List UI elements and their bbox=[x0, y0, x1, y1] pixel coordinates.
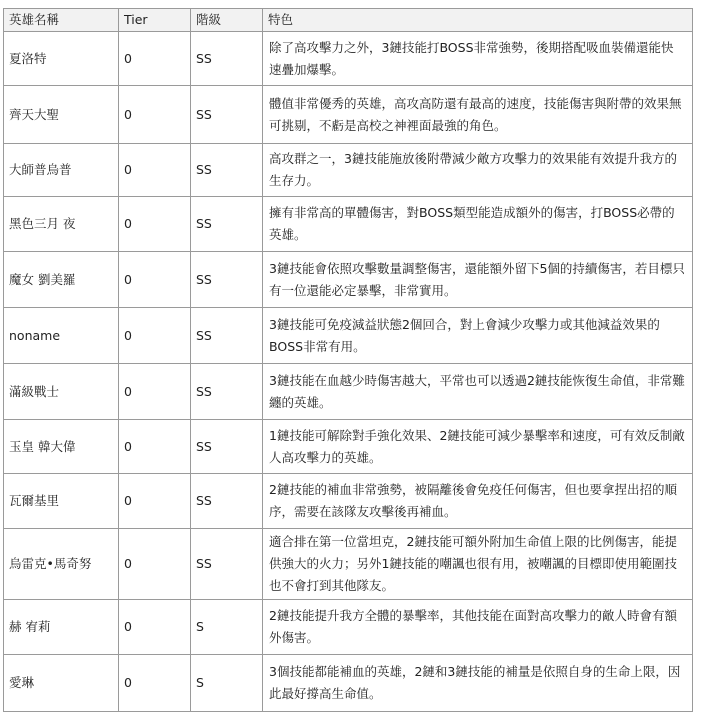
feature-cell: 3鏈技能可免疫減益狀態2個回合，對上會減少攻擊力或其他減益效果的BOSS非常有用。 bbox=[263, 308, 693, 364]
hero-name-cell: 玉皇 韓大偉 bbox=[4, 420, 119, 474]
rank-cell: SS bbox=[191, 420, 263, 474]
feature-cell: 除了高攻擊力之外，3鏈技能打BOSS非常強勢，後期搭配吸血裝備還能快速疊加爆擊。 bbox=[263, 32, 693, 86]
header-tier: Tier bbox=[119, 9, 191, 32]
header-feature: 特色 bbox=[263, 9, 693, 32]
feature-cell: 3個技能都能補血的英雄，2鏈和3鏈技能的補量是依照自身的生命上限，因此最好撐高生命值。 bbox=[263, 655, 693, 712]
feature-cell: 2鏈技能的補血非常強勢，被隔離後會免疫任何傷害，但也要拿捏出招的順序，需要在該隊友攻擊後再補血。 bbox=[263, 474, 693, 529]
tier-cell: 0 bbox=[119, 86, 191, 144]
hero-name-cell: 愛琳 bbox=[4, 655, 119, 712]
rank-cell: SS bbox=[191, 197, 263, 252]
hero-name-cell: 烏雷克•馬奇努 bbox=[4, 529, 119, 600]
hero-name-cell: 瓦爾基里 bbox=[4, 474, 119, 529]
tier-cell: 0 bbox=[119, 420, 191, 474]
table-row bbox=[4, 474, 693, 529]
table-row bbox=[4, 655, 693, 712]
feature-cell: 3鏈技能會依照攻擊數量調整傷害，還能額外留下5個的持續傷害，若目標只有一位還能必定暴擊，非常實用。 bbox=[263, 252, 693, 308]
hero-name-cell: 夏洛特 bbox=[4, 32, 119, 86]
table-row bbox=[4, 364, 693, 420]
hero-name-cell: 大師普烏普 bbox=[4, 144, 119, 197]
rank-cell: SS bbox=[191, 144, 263, 197]
hero-tier-table bbox=[3, 8, 693, 712]
tier-cell: 0 bbox=[119, 529, 191, 600]
header-rank: 階級 bbox=[191, 9, 263, 32]
feature-cell: 3鏈技能在血越少時傷害越大，平常也可以透過2鏈技能恢復生命值，非常難纏的英雄。 bbox=[263, 364, 693, 420]
table-row bbox=[4, 529, 693, 600]
hero-name-cell: 齊天大聖 bbox=[4, 86, 119, 144]
tier-cell: 0 bbox=[119, 308, 191, 364]
tier-cell: 0 bbox=[119, 655, 191, 712]
table-row bbox=[4, 86, 693, 144]
tier-cell: 0 bbox=[119, 32, 191, 86]
feature-cell: 擁有非常高的單體傷害，對BOSS類型能造成額外的傷害，打BOSS必帶的英雄。 bbox=[263, 197, 693, 252]
tier-cell: 0 bbox=[119, 144, 191, 197]
rank-cell: S bbox=[191, 655, 263, 712]
feature-cell: 體值非常優秀的英雄，高攻高防還有最高的速度，技能傷害與附帶的效果無可挑剔，不虧是高校之神裡面最強的角色。 bbox=[263, 86, 693, 144]
tier-cell: 0 bbox=[119, 600, 191, 655]
feature-cell: 1鏈技能可解除對手強化效果、2鏈技能可減少暴擊率和速度，可有效反制敵人高攻擊力的英雄。 bbox=[263, 420, 693, 474]
rank-cell: SS bbox=[191, 364, 263, 420]
table-row bbox=[4, 252, 693, 308]
feature-cell: 2鏈技能提升我方全體的暴擊率，其他技能在面對高攻擊力的敵人時會有額外傷害。 bbox=[263, 600, 693, 655]
rank-cell: SS bbox=[191, 308, 263, 364]
hero-name-cell: 魔女 劉美羅 bbox=[4, 252, 119, 308]
tier-cell: 0 bbox=[119, 474, 191, 529]
table-row bbox=[4, 308, 693, 364]
table-row bbox=[4, 197, 693, 252]
tier-cell: 0 bbox=[119, 364, 191, 420]
table-header-row bbox=[4, 9, 693, 32]
hero-name-cell: 黑色三月 夜 bbox=[4, 197, 119, 252]
rank-cell: SS bbox=[191, 474, 263, 529]
rank-cell: SS bbox=[191, 252, 263, 308]
header-hero-name: 英雄名稱 bbox=[4, 9, 119, 32]
feature-cell: 適合排在第一位當坦克，2鏈技能可額外附加生命值上限的比例傷害，能提供強大的火力；另外1鏈技能的嘲諷也很有用，被嘲諷的目標即使用範圍技也不會打到其他隊友。 bbox=[263, 529, 693, 600]
tier-cell: 0 bbox=[119, 252, 191, 308]
rank-cell: S bbox=[191, 600, 263, 655]
rank-cell: SS bbox=[191, 32, 263, 86]
table-row bbox=[4, 144, 693, 197]
feature-cell: 高攻群之一，3鏈技能施放後附帶減少敵方攻擊力的效果能有效提升我方的生存力。 bbox=[263, 144, 693, 197]
table-row bbox=[4, 32, 693, 86]
rank-cell: SS bbox=[191, 529, 263, 600]
tier-cell: 0 bbox=[119, 197, 191, 252]
hero-name-cell: 滿級戰士 bbox=[4, 364, 119, 420]
hero-name-cell: noname bbox=[4, 308, 119, 364]
hero-name-cell: 赫 宥莉 bbox=[4, 600, 119, 655]
table-row bbox=[4, 600, 693, 655]
table-row bbox=[4, 420, 693, 474]
rank-cell: SS bbox=[191, 86, 263, 144]
